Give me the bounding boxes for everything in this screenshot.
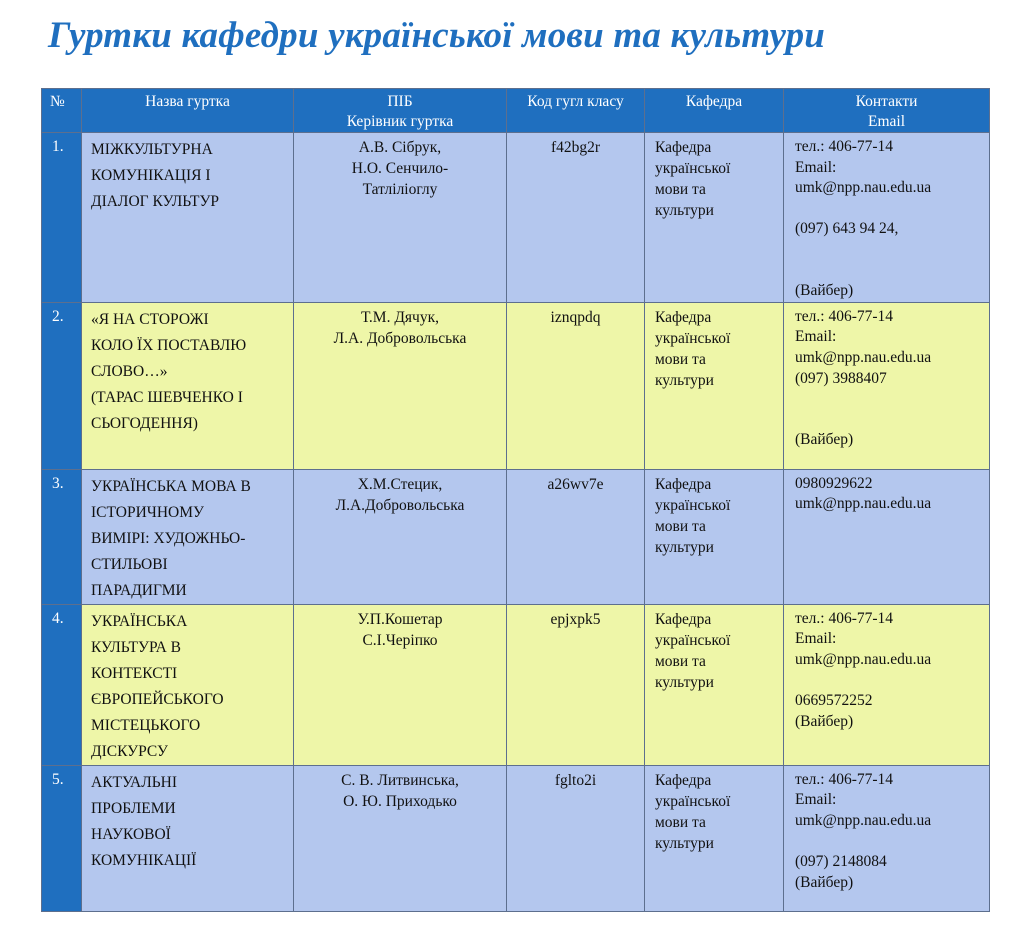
mobile-phone: 0669572252	[795, 692, 873, 710]
email-label: Email:	[795, 328, 837, 346]
contacts	[784, 765, 990, 911]
phone: тел.: 406-77-14	[795, 138, 894, 155]
phone: тел.: 406-77-14	[795, 609, 894, 627]
viber-label: (Вайбер)	[795, 873, 854, 891]
mobile-phone: (097) 3988407	[795, 369, 887, 387]
table-header	[42, 89, 990, 133]
leader-name: Л.А. Добровольська	[333, 329, 467, 347]
department-line: мови та	[655, 517, 706, 535]
leader-name: С. В. Литвинська,	[341, 771, 459, 789]
classroom-code[interactable]: fglto2i	[507, 765, 645, 911]
header-contacts-line2: Email	[867, 113, 906, 130]
email-label: Email:	[795, 791, 837, 809]
page-title: Гуртки кафедри української мови та культури	[48, 15, 826, 56]
contacts	[784, 604, 990, 765]
leader-name: Т.М. Дячук,	[361, 308, 439, 326]
email-label: Email:	[795, 158, 837, 176]
row-number: 3.	[42, 469, 82, 604]
email-link[interactable]: umk@npp.nau.edu.ua	[795, 650, 932, 668]
mobile-phone: (097) 2148084	[795, 853, 887, 871]
department-line: культури	[655, 202, 714, 219]
phone: тел.: 406-77-14	[795, 770, 894, 788]
club-name-text: УКРАЇНСЬКА КУЛЬТУРА В КОНТЕКСТІ ЄВРОПЕЙСЬКОГО МІСТЕЦЬКОГО ДІСКУРСУ	[91, 612, 224, 760]
row-number: 5.	[42, 765, 82, 911]
department-line: Кафедра	[655, 610, 712, 628]
club-name	[82, 604, 294, 765]
department	[645, 133, 784, 303]
leader-name: О. Ю. Приходько	[343, 792, 457, 810]
department-line: мови та	[655, 813, 706, 831]
department-line: української	[655, 792, 731, 810]
classroom-code[interactable]: a26wv7e	[507, 469, 645, 604]
leader-name: А.В. Сібрук,	[358, 139, 442, 156]
classroom-code[interactable]: iznqpdq	[507, 302, 645, 469]
club-name	[82, 765, 294, 911]
department-line: Кафедра	[655, 308, 712, 326]
leader-name: Татліліоглу	[362, 181, 438, 198]
header-code: Код гугл класу	[507, 89, 645, 133]
mobile-phone: (097) 643 94 24,	[795, 220, 899, 238]
leader-name: Н.О. Сенчило-	[351, 160, 449, 177]
department-line: культури	[655, 834, 714, 852]
department-line: української	[655, 329, 731, 347]
phone: тел.: 406-77-14	[795, 307, 894, 325]
leader-name: С.І.Черіпко	[362, 631, 438, 649]
header-contacts-line1: Контакти	[855, 93, 918, 110]
club-name-text: МІЖКУЛЬТУРНА КОМУНІКАЦІЯ І ДІАЛОГ КУЛЬТУР	[91, 141, 220, 210]
contacts	[784, 133, 990, 303]
contacts	[784, 469, 990, 604]
clubs-table	[41, 88, 990, 912]
club-name	[82, 302, 294, 469]
department	[645, 604, 784, 765]
header-head	[294, 89, 507, 133]
leader-name: Х.М.Стецик,	[357, 475, 443, 493]
department-line: Кафедра	[655, 475, 712, 493]
leader-name: У.П.Кошетар	[357, 610, 443, 628]
viber-label: (Вайбер)	[795, 712, 854, 730]
header-dept: Кафедра	[645, 89, 784, 133]
email-link[interactable]: umk@npp.nau.edu.ua	[795, 348, 932, 366]
email-link[interactable]: umk@npp.nau.edu.ua	[795, 495, 932, 513]
table-row	[42, 604, 990, 765]
viber-label: (Вайбер)	[795, 282, 854, 300]
department-line: мови та	[655, 652, 706, 670]
email-link[interactable]: umk@npp.nau.edu.ua	[795, 179, 932, 197]
club-name	[82, 469, 294, 604]
contacts	[784, 302, 990, 469]
table-row	[42, 302, 990, 469]
department-line: української	[655, 631, 731, 649]
email-link[interactable]: umk@npp.nau.edu.ua	[795, 811, 932, 829]
department-line: Кафедра	[655, 139, 712, 156]
leader-name: Л.А.Добровольська	[335, 496, 465, 514]
header-head-line1: ПІБ	[387, 93, 413, 110]
club-leaders	[294, 604, 507, 765]
header-name: Назва гуртка	[82, 89, 294, 133]
row-number: 4.	[42, 604, 82, 765]
table-row	[42, 765, 990, 911]
classroom-code[interactable]: f42bg2r	[507, 133, 645, 303]
club-leaders	[294, 765, 507, 911]
department-line: української	[655, 160, 731, 177]
header-contacts	[784, 89, 990, 133]
row-number: 1.	[42, 133, 82, 303]
club-leaders	[294, 133, 507, 303]
table-row	[42, 133, 990, 303]
viber-label: (Вайбер)	[795, 431, 854, 449]
department	[645, 469, 784, 604]
department-line: культури	[655, 538, 714, 556]
classroom-code[interactable]: epjxpk5	[507, 604, 645, 765]
club-name	[82, 133, 294, 303]
department-line: культури	[655, 673, 714, 691]
department-line: культури	[655, 371, 714, 389]
club-leaders	[294, 469, 507, 604]
department	[645, 302, 784, 469]
email-label: Email:	[795, 630, 837, 648]
club-name-text: АКТУАЛЬНІ ПРОБЛЕМИ НАУКОВОЇ КОМУНІКАЦІЇ	[91, 773, 197, 869]
header-num: №	[42, 89, 82, 133]
clubs-table-container	[41, 88, 990, 912]
department-line: української	[655, 496, 731, 514]
department-line: мови та	[655, 181, 706, 198]
department	[645, 765, 784, 911]
table-row	[42, 469, 990, 604]
club-name-text: УКРАЇНСЬКА МОВА В ІСТОРИЧНОМУ ВИМІРІ: ХУДОЖНЬО- СТИЛЬОВІ ПАРАДИГМИ	[91, 477, 251, 599]
department-line: Кафедра	[655, 771, 712, 789]
club-name-text: «Я НА СТОРОЖІ КОЛО ЇХ ПОСТАВЛЮ СЛОВО…» (ТАРАС ШЕВЧЕНКО І СЬОГОДЕННЯ)	[91, 310, 247, 432]
mobile-phone: 0980929622	[795, 474, 873, 492]
header-head-line2: Керівник гуртка	[346, 113, 454, 130]
club-leaders	[294, 302, 507, 469]
department-line: мови та	[655, 350, 706, 368]
row-number: 2.	[42, 302, 82, 469]
